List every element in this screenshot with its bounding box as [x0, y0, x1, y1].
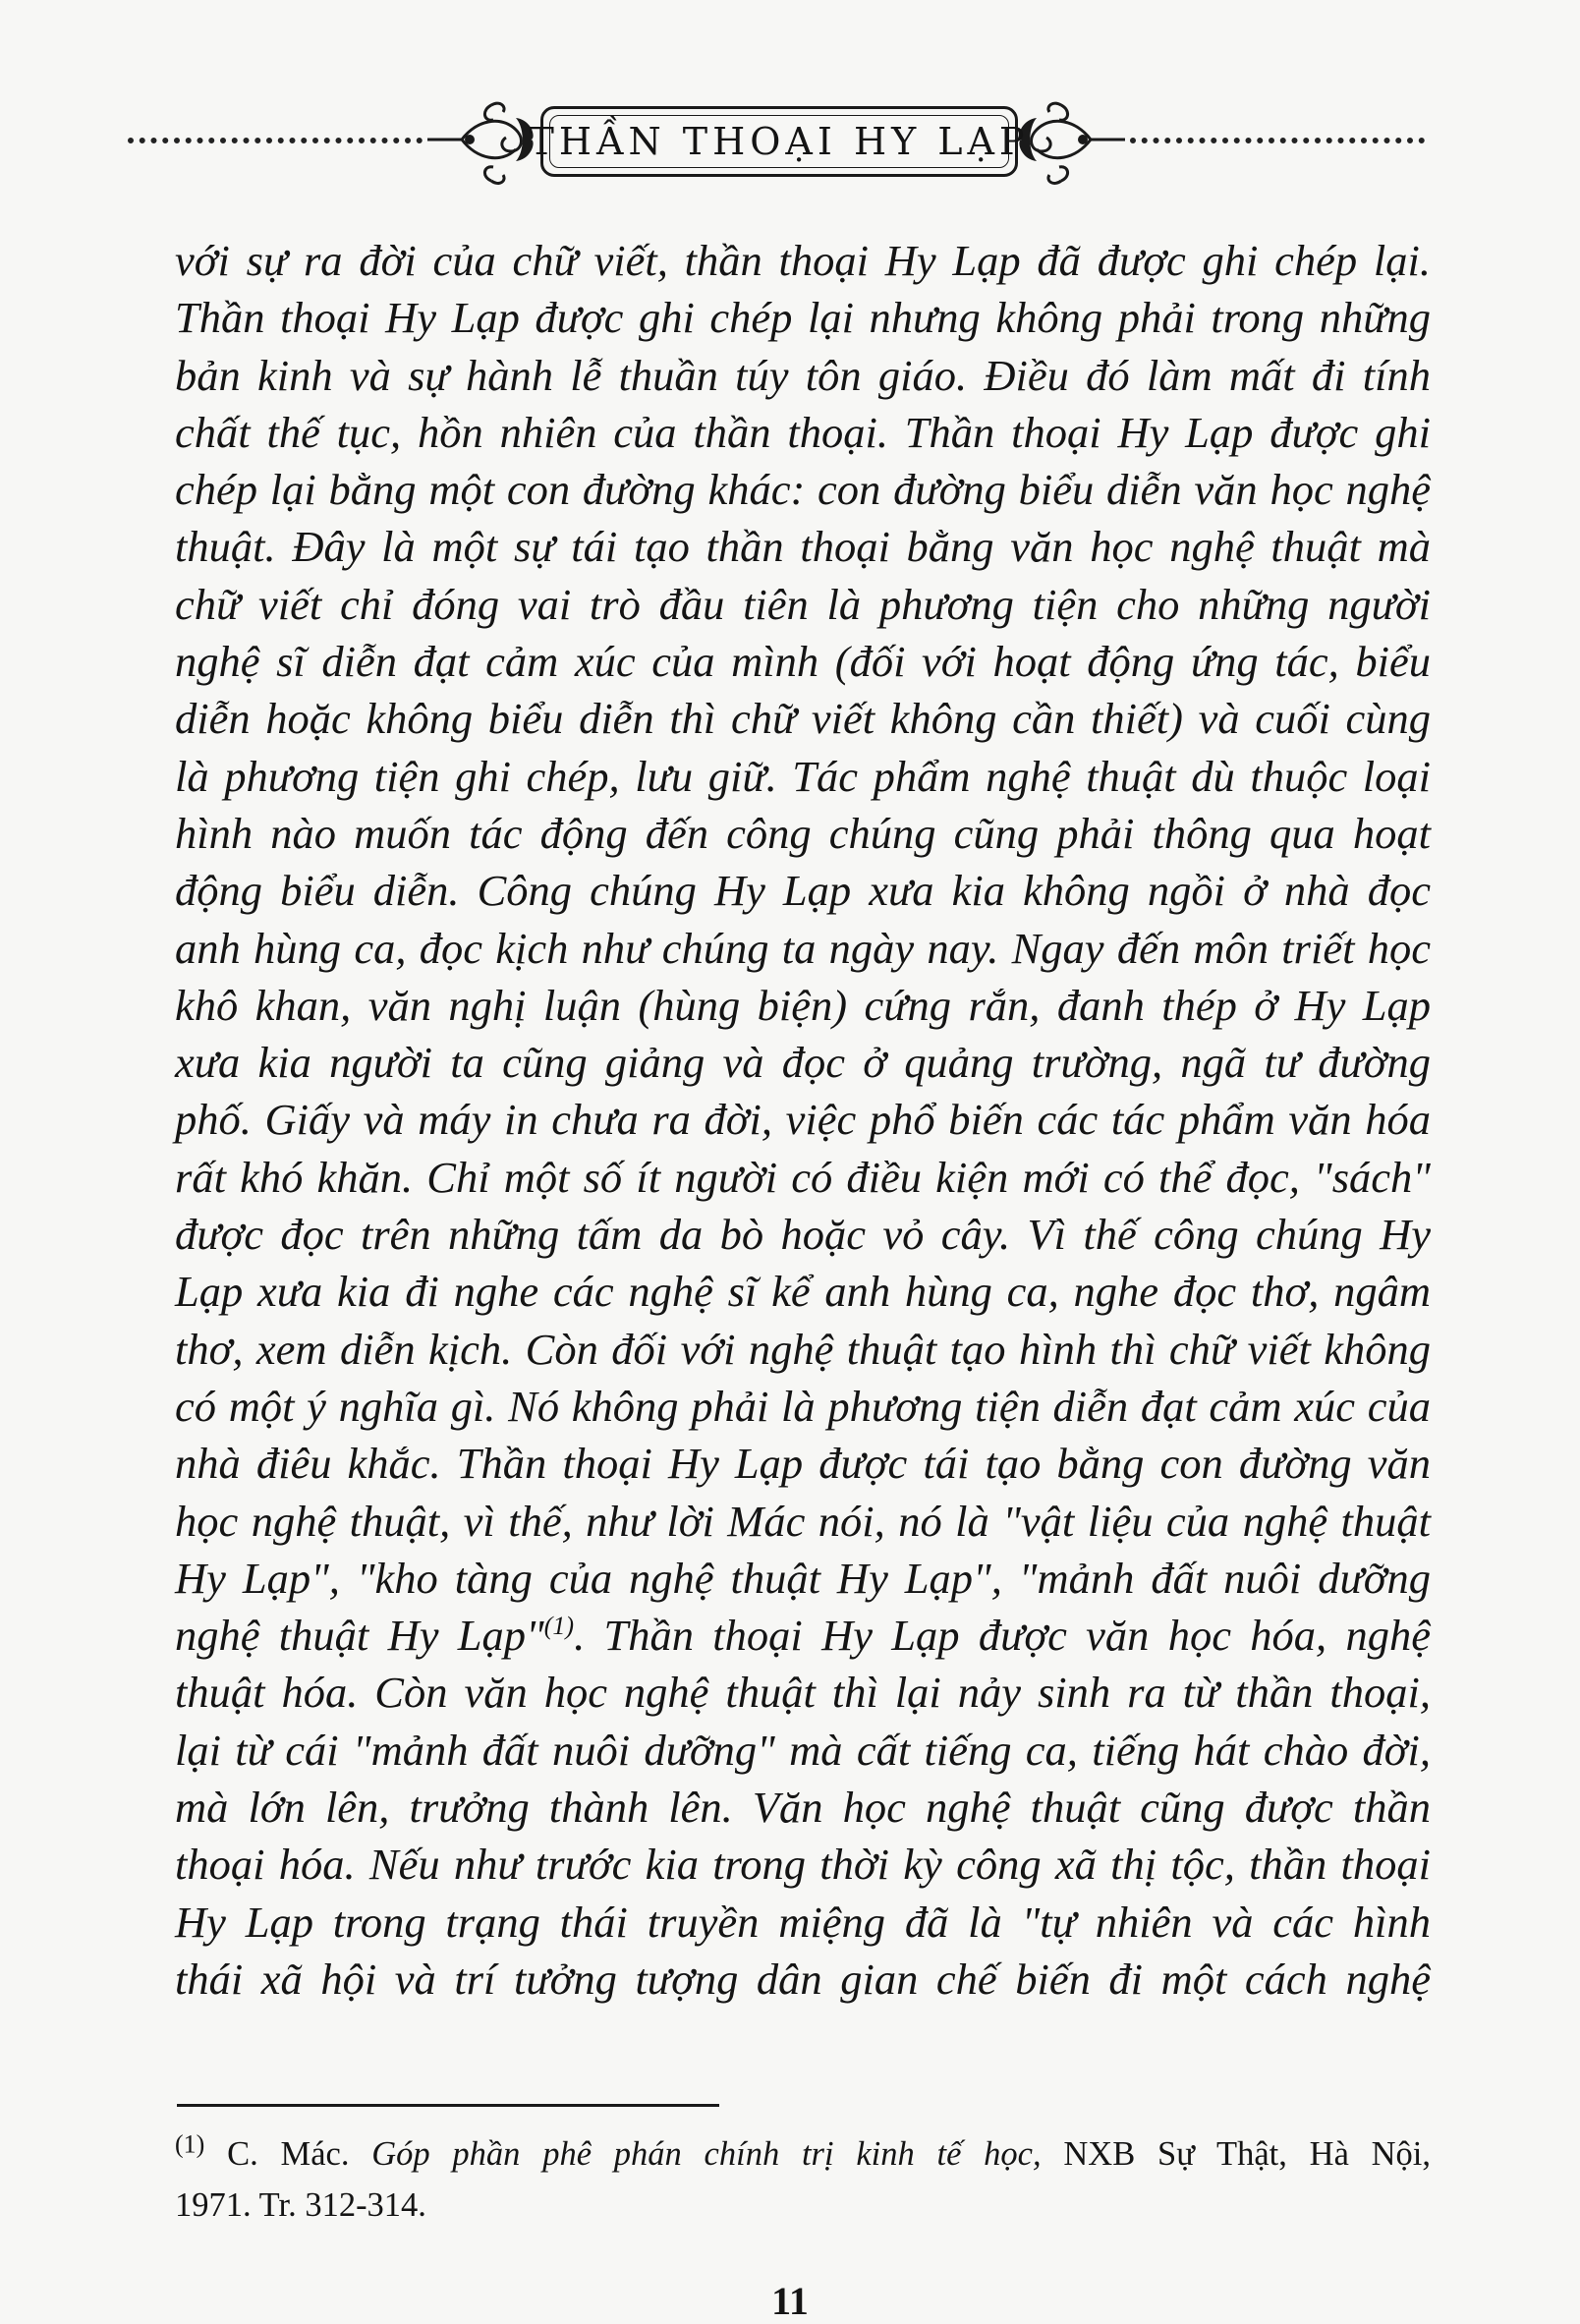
body-line: anh hùng ca, đọc kịch như chúng ta ngày nay. Ngay đến môn triết học [175, 923, 1431, 973]
footnote-book-title: Góp phần phê phán chính trị kinh tế học, [371, 2135, 1042, 2173]
body-line: bản kinh và sự hành lễ thuần túy tôn giáo. Điều đó làm mất đi tính [175, 350, 1431, 400]
body-line: là phương tiện ghi chép, lưu giữ. Tác phẩm nghệ thuật dù thuộc loại [175, 751, 1431, 801]
body-line: học nghệ thuật, vì thế, như lời Mác nói, nó là "vật liệu của nghệ thuật [175, 1496, 1431, 1546]
body-line: khô khan, văn nghị luận (hùng biện) cứng rắn, đanh thép ở Hy Lạp [175, 980, 1431, 1030]
header-dotted-rule-right [1130, 138, 1425, 143]
body-line: lại từ cái "mảnh đất nuôi dưỡng" mà cất tiếng ca, tiếng hát chào đời, [175, 1725, 1431, 1775]
body-line: Hy Lạp trong trạng thái truyền miệng đã là "tự nhiên và các hình [175, 1897, 1431, 1947]
body-line: được đọc trên những tấm da bò hoặc vỏ cây. Vì thế công chúng Hy [175, 1210, 1431, 1260]
running-title: THẦN THOẠI HY LẠP [529, 120, 1030, 163]
body-line-start: nghệ thuật Hy Lạp" [175, 1611, 544, 1661]
page-number: 11 [771, 2279, 809, 2323]
footnote-details: 1971. Tr. 312-314. [175, 2186, 426, 2224]
running-title-frame [529, 106, 1030, 177]
footnote-marker: (1) [175, 2129, 205, 2159]
body-line-with-footnote-ref [175, 1607, 1431, 1664]
body-line: rất khó khăn. Chỉ một số ít người có điều kiện mới có thể đọc, "sách" [175, 1152, 1431, 1202]
body-line: thái xã hội và trí tưởng tượng dân gian chế biến đi một cách nghệ [175, 1954, 1431, 2004]
footnote-reference: (1) [543, 1612, 575, 1641]
body-line: nghệ sĩ diễn đạt cảm xúc của mình (đối với hoạt động ứng tác, biểu [175, 637, 1431, 687]
body-line: thuật hóa. Còn văn học nghệ thuật thì lại nảy sinh ra từ thần thoại, [175, 1668, 1431, 1718]
body-line: chép lại bằng một con đường khác: con đường biểu diễn văn học nghệ [175, 465, 1431, 515]
footnote-separator [177, 2104, 719, 2107]
body-line: thơ, xem diễn kịch. Còn đối với nghệ thuật tạo hình thì chữ viết không [175, 1324, 1431, 1374]
body-line: diễn hoặc không biểu diễn thì chữ viết không cần thiết) và cuối cùng [175, 694, 1431, 744]
body-line: mà lớn lên, trưởng thành lên. Văn học nghệ thuật cũng được thần [175, 1783, 1431, 1833]
body-line: Hy Lạp", "kho tàng của nghệ thuật Hy Lạp", "mảnh đất nuôi dưỡng [175, 1553, 1431, 1603]
body-line: có một ý nghĩa gì. Nó không phải là phương tiện diễn đạt cảm xúc của [175, 1381, 1431, 1431]
body-line: phố. Giấy và máy in chưa ra đời, việc phổ biến các tác phẩm văn hóa [175, 1095, 1431, 1145]
footnote-author: C. Mác. [227, 2135, 350, 2173]
body-line: chất thế tục, hồn nhiên của thần thoại. Thần thoại Hy Lạp được ghi [175, 407, 1431, 457]
running-header [128, 90, 1425, 198]
header-dotted-rule-left [128, 138, 423, 143]
body-line: nhà điêu khắc. Thần thoại Hy Lạp được tái tạo bằng con đường văn [175, 1439, 1431, 1489]
footnote-line [175, 2128, 1431, 2180]
body-line: Thần thoại Hy Lạp được ghi chép lại nhưng không phải trong những [175, 293, 1431, 343]
footnote-publisher: NXB Sự Thật, Hà Nội, [1063, 2135, 1432, 2173]
body-line: Lạp xưa kia đi nghe các nghệ sĩ kể anh hùng ca, nghe đọc thơ, ngâm [175, 1267, 1431, 1317]
body-line: thuật. Đây là một sự tái tạo thần thoại bằng văn học nghệ thuật mà [175, 522, 1431, 572]
body-line: động biểu diễn. Công chúng Hy Lạp xưa kia không ngồi ở nhà đọc [175, 866, 1431, 916]
body-line-rest: . Thần thoại Hy Lạp được văn học hóa, nghệ [574, 1611, 1431, 1661]
header-ornament-left-icon [423, 90, 540, 198]
body-line: chữ viết chỉ đóng vai trò đầu tiên là phương tiện cho những người [175, 579, 1431, 629]
footnote [175, 2128, 1431, 2231]
body-line: hình nào muốn tác động đến công chúng cũng phải thông qua hoạt [175, 808, 1431, 858]
header-ornament-right-icon [1012, 90, 1130, 198]
body-line: với sự ra đời của chữ viết, thần thoại Hy Lạp đã được ghi chép lại. [175, 236, 1431, 285]
body-line: xưa kia người ta cũng giảng và đọc ở quảng trường, ngã tư đường [175, 1038, 1431, 1088]
body-paragraph [175, 232, 1431, 2008]
body-line: thoại hóa. Nếu như trước kia trong thời kỳ công xã thị tộc, thần thoại [175, 1840, 1431, 1890]
